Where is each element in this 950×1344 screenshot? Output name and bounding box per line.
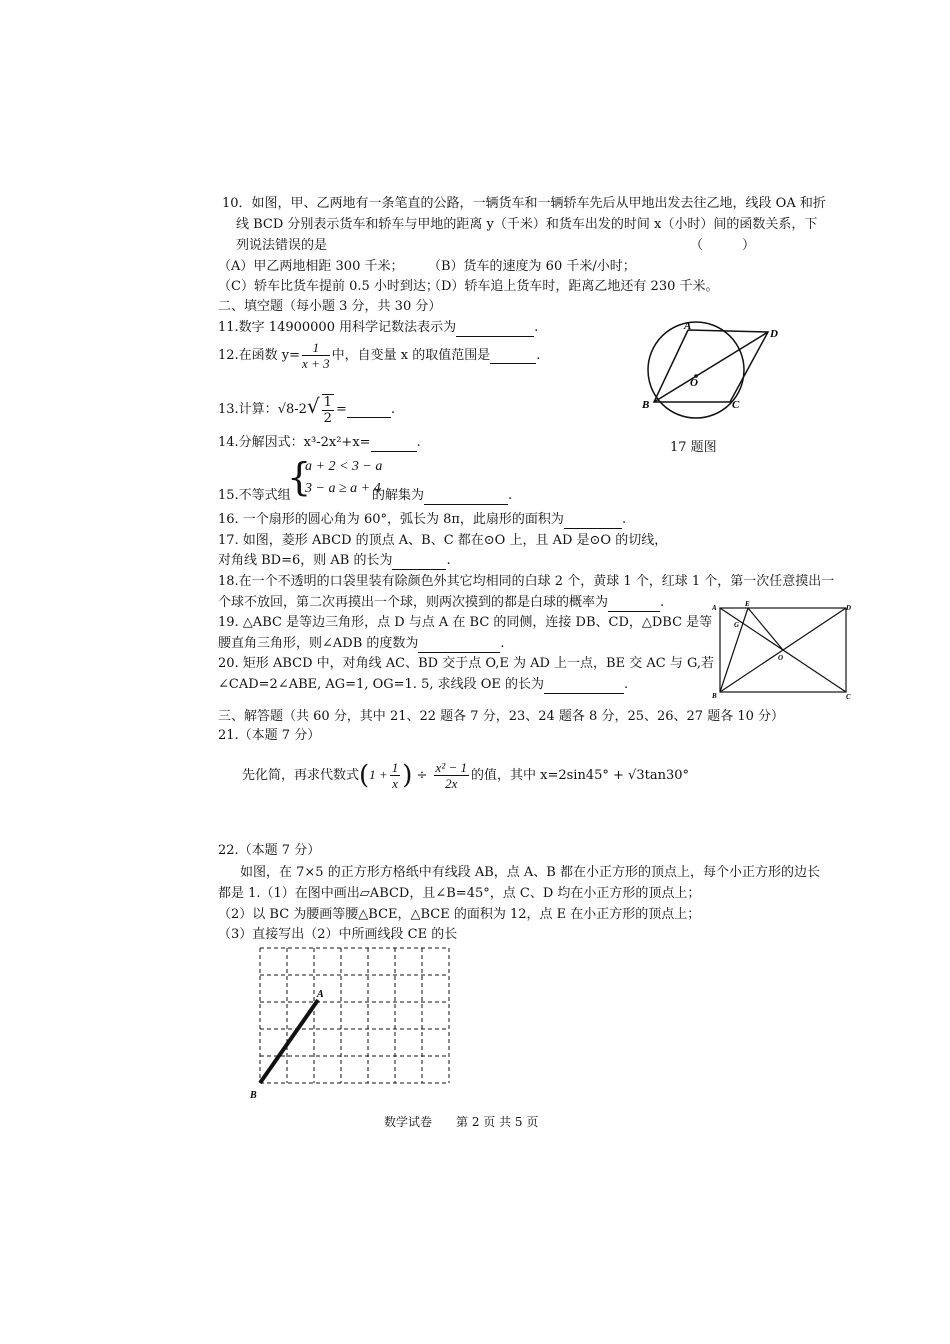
q21-post: 的值，其中 x=2sin45° +	[471, 768, 624, 783]
q17-line2-wrap: 对角线 BD=6，则 AB 的长为 .	[218, 553, 451, 568]
label-g: G	[734, 621, 740, 629]
q11: 11.数字 14900000 用科学记数法表示为 .	[218, 320, 539, 335]
label-d: D	[770, 328, 778, 340]
q10-answer-bracket: （ ）	[690, 238, 756, 253]
label-b: B	[642, 399, 650, 411]
q19-line2: 腰直角三角形，则∠ADB 的度数为	[218, 636, 419, 651]
q22-line1: 如图，在 7×5 的正方形方格纸中有线段 AB，点 A、B 都在小正方形的顶点上，每个小正方形的边长	[240, 865, 820, 880]
q12-pre: 12.在函数 y=	[218, 348, 301, 363]
q22-title: 22.（本题 7 分）	[218, 843, 321, 858]
segment-ab	[260, 1000, 318, 1083]
label-b: B	[712, 692, 717, 700]
q15-pre: 15.不等式组	[218, 488, 291, 503]
q17-line2: 对角线 BD=6，则 AB 的长为	[218, 553, 393, 568]
q13-mid: -2	[294, 402, 307, 417]
q21-div: ÷	[416, 768, 428, 783]
left-paren: (	[359, 760, 370, 791]
q11-text: 11.数字 14900000 用科学记数法表示为	[218, 320, 457, 335]
label-o: O	[690, 377, 698, 389]
q10-line1: 10．如图，甲、乙两地有一条笔直的公路，一辆货车和一辆轿车先后从甲地出发去往乙地，线段 OA 和折	[222, 196, 826, 211]
q10-line3: 列说法错误的是	[236, 238, 328, 253]
page-footer: 数学试卷 第 2 页 共 5 页	[384, 1115, 539, 1129]
q10-option-b: （B）货车的速度为 60 千米/小时；	[428, 259, 636, 274]
q15-post: 的解集为	[372, 488, 425, 503]
q15-tail: 的解集为 .	[372, 488, 513, 503]
label-a: A	[712, 604, 717, 612]
label-d: D	[846, 604, 852, 612]
q13-pre: 13.计算：	[218, 402, 278, 417]
q20-line1: 20. 矩形 ABCD 中，对角线 AC、BD 交于点 O,E 为 AD 上一点，BE 交 AC 与 G,若	[218, 656, 715, 671]
q21-tan: tan30°	[644, 768, 689, 783]
grid-lines	[260, 948, 449, 1083]
q10-line2: 线 BCD 分别表示货车和轿车与甲地的距离 y（千米）和货车出发的时间 x（小时）间的函数关系，下	[236, 217, 818, 232]
q10-option-c: （C）轿车比货车提前 0.5 小时到达；	[218, 279, 439, 294]
figure-20	[712, 600, 852, 700]
q18-line2: 个球不放回，第二次再摸出一个球，则两次摸到的都是白球的概率为	[218, 595, 609, 610]
q13-sqrt8: √8	[277, 402, 295, 417]
q22-line3: （2）以 BC 为腰画等腰△BCE，△BCE 的面积为 12，点 E 在小正方形的顶点上；	[218, 907, 701, 922]
label-o: O	[778, 654, 784, 662]
q21-inner-num: 1	[391, 760, 399, 775]
q22-line2: 都是 1.（1）在图中画出▱ABCD，且∠B=45°，点 C、D 均在小正方形的顶点上；	[218, 886, 701, 901]
q16-text: 16. 一个扇形的圆心角为 60°，弧长为 8π，此扇形的面积为	[218, 512, 564, 527]
q15-row1: a + 2 < 3 − a	[305, 459, 383, 474]
q16: 16. 一个扇形的圆心角为 60°，弧长为 8π，此扇形的面积为 .	[218, 512, 627, 527]
right-paren: )	[402, 760, 413, 791]
grid-7x5	[244, 942, 462, 1104]
q13-num: 1	[323, 394, 332, 410]
q10-option-d: （D）轿车追上货车时，距离乙地还有 230 千米。	[428, 279, 719, 294]
label-e: E	[745, 600, 750, 608]
label-a: A	[317, 989, 324, 1000]
q20-line2-wrap: ∠CAD=2∠ABE, AG=1, OG=1. 5, 求线段 OE 的长为 .	[218, 677, 629, 692]
q19-line1: 19. △ABC 是等边三角形，点 D 与点 A 在 BC 的同侧，连接 DB、CD，△DBC 是等	[218, 615, 713, 630]
figure-17-caption: 17 题图	[670, 440, 717, 455]
q12-den: x + 3	[302, 356, 330, 371]
q13-post: =	[335, 402, 347, 417]
q21-sqrt3: √3	[628, 768, 645, 783]
q21-den: 2x	[445, 776, 458, 791]
q21-num: x² − 1	[435, 760, 467, 775]
q13: 13.计算：√8-2√ $\frac{1}{2}$ = .	[218, 394, 395, 426]
q17-line1: 17. 如图，菱形 ABCD 的顶点 A、B、C 都在⊙O 上，且 AD 是⊙O 的切线，	[218, 533, 668, 548]
figure-17	[632, 318, 792, 430]
q12-post: 中，自变量 x 的取值范围是	[331, 348, 491, 363]
circle-o	[648, 322, 744, 418]
section3-heading: 三、解答题（共 60 分，其中 21、22 题各 7 分，23、24 题各 8 分，25、26、27 题各 10 分）	[218, 709, 785, 724]
q21-title: 21.（本题 7 分）	[218, 728, 321, 743]
q18-line2-wrap: 个球不放回，第二次再摸出一个球，则两次摸到的都是白球的概率为 .	[218, 595, 665, 610]
q21-inner-den: x	[392, 776, 398, 791]
q13-den: 2	[323, 410, 332, 426]
q10-option-a: （A）甲乙两地相距 300 千米；	[218, 259, 404, 274]
q19-line2-wrap: 腰直角三角形，则∠ADB 的度数为 .	[218, 636, 505, 651]
label-a: A	[684, 320, 692, 332]
q21-one: 1 +	[369, 767, 388, 782]
label-c: C	[846, 693, 851, 700]
q21-expression	[242, 752, 689, 798]
label-c: C	[732, 399, 740, 411]
q12: 12.在函数 y= $\frac{1}{x + 3}$ 中，自变量 x 的取值范围是 .	[218, 340, 541, 371]
segment-eo	[748, 608, 783, 650]
label-b: B	[250, 1090, 257, 1101]
brace-symbol: {	[287, 455, 312, 499]
q15-row2: 3 − a ≥ a + 4	[305, 481, 381, 496]
q14-text: 14.分解因式：x³-2x²+x=	[218, 435, 371, 450]
q22-line4: （3）直接写出（2）中所画线段 CE 的长	[218, 927, 458, 942]
q21-pre: 先化简，再求代数式	[242, 768, 360, 783]
q12-num: 1	[302, 340, 330, 356]
q14: 14.分解因式：x³-2x²+x= .	[218, 435, 421, 450]
section2-heading: 二、填空题（每小题 3 分，共 30 分）	[218, 299, 442, 314]
q20-line2: ∠CAD=2∠ABE, AG=1, OG=1. 5, 求线段 OE 的长为	[218, 677, 545, 692]
q18-line1: 18.在一个不透明的口袋里装有除颜色外其它均相同的白球 2 个，黄球 1 个，红球 1 个，第一次任意摸出一	[218, 574, 835, 589]
